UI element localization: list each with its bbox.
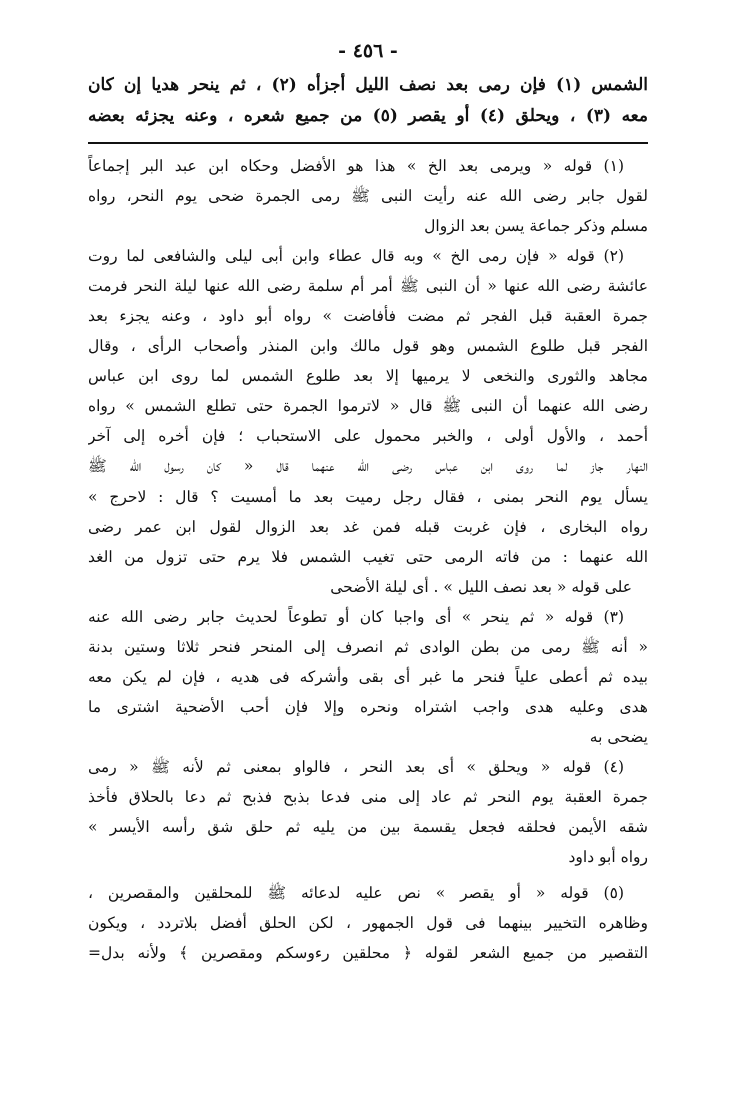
footnote-line: أحمد ، والأول أولى ، والخبر محمول على الاستحباب ؛ فإن أخره إلى آخر [88, 427, 648, 446]
footnote-line: مجاهد والثورى والنخعى لا يرميها إلا بعد طلوع الشمس لما روى ابن عباس [88, 367, 648, 386]
footnote-line: على قوله « بعد نصف الليل » . أى ليلة الأضحى [330, 577, 632, 596]
footnote-line: جمرة العقبة قبل الفجر ثم مضت فأفاضت » رواه أبو داود ، وعنه يجزء بعد [88, 307, 648, 326]
footnote-line: التقصير من جميع الشعر لقوله ﴿ محلقين رءوسكم ومقصرين ﴾ ولأنه بدل= [88, 944, 648, 963]
footnote-line: يضحى به [589, 727, 648, 746]
page-number: - ٤٥٦ - [338, 40, 398, 62]
footnote-line: هدى وعليه هدى واجب اشتراه ونحره وإلا فإن أحب الأضحية اشترى ما [88, 697, 648, 716]
footnote-line: شقه الأيمن فحلقه فجعل يقسمة بين من يليه ثم حلق شق رأسه الأيسر » [88, 818, 648, 837]
footnote-line: « أنه ﷺ رمى من بطن الوادى ثم انصرف إلى المنحر فنحر ثلاثا وستين بدنة [88, 637, 648, 656]
main-text [88, 70, 648, 132]
footnote-line: الله عنهما : من فاته الرمى حتى تغيب الشمس فلا يرم حتى تزول من الغد [88, 547, 648, 566]
footnotes [88, 151, 648, 968]
footnote-line: رواه أبو داود [568, 848, 648, 867]
footnote-line: (٢) قوله « فإن رمى الخ » وبه قال عطاء وابن أبى ليلى والشافعى لما روت [88, 247, 624, 266]
footnote-line: (٥) قوله « أو يقصر » نص عليه لدعائه ﷺ للمحلقين والمقصرين ، [88, 884, 624, 903]
footnote-line: (٤) قوله « ويحلق » أى بعد النحر ، فالواو بمعنى ثم لأنه ﷺ « رمى [88, 757, 624, 776]
footnote-line: عائشة رضى الله عنها « أن النبى ﷺ أمر أم سلمة رضى الله عنها ليلة النحر فرمت [88, 277, 648, 296]
footnote-line: مسلم وذكر جماعة يسن بعد الزوال [424, 217, 648, 236]
footnote-line: وظاهره التخيير بينهما فى قول الجمهور ، لكن الحلق أفضل بلاتردد ، ويكون [88, 914, 648, 933]
footnote-line: لقول جابر رضى الله عنه رأيت النبى ﷺ رمى الجمرة ضحى يوم النحر، رواه [88, 187, 648, 206]
main-text-line: الشمس (١) فإن رمى بعد نصف الليل أجزأه (٢) ، ثم ينحر هديا إن كان [88, 75, 648, 95]
footnote-line: رضى الله عنهما أن النبى ﷺ قال « لاترموا الجمرة حتى تطلع الشمس » رواه [88, 397, 648, 416]
footnote-line: الفجر قبل طلوع الشمس وهو قول مالك وابن المنذر وأصحاب الرأى ، وقال [88, 337, 648, 356]
main-text-line: معه (٣) ، ويحلق (٤) أو يقصر (٥) من جميع شعره ، وعنه يجزئه بعضه [88, 106, 648, 126]
footnote-line: بيده ثم أعطى علياً فنحر ما غبر أى بقى وأشركه فى هديه ، فإن لم يكن معه [88, 667, 648, 686]
footnote-line: النهار جاز لما روى ابن عباس رضى الله عنهما قال « كان رسول الله ﷺ [88, 457, 648, 476]
footnote-line: جمرة العقبة يوم النحر ثم عاد إلى منى فدعا بذبح فذبح ثم دعا بالحلاق فأخذ [88, 787, 648, 806]
footnote-line: (١) قوله « ويرمى بعد الخ » هذا هو الأفضل وحكاه ابن عبد البر إجماعاً [88, 157, 624, 175]
footnote-divider [88, 142, 648, 144]
footnote-line: (٣) قوله « ثم ينحر » أى واجبا كان أو تطوعاً لحديث جابر رضى الله عنه [88, 607, 624, 626]
footnote-line: يسأل يوم النحر بمنى ، فقال رجل رميت بعد ما أمسيت ؟ قال : لاحرج » [88, 487, 648, 506]
footnote-line: رواه البخارى ، فإن غربت قبله فمن غد بعد الزوال لقول ابن عمر رضى [88, 517, 648, 536]
